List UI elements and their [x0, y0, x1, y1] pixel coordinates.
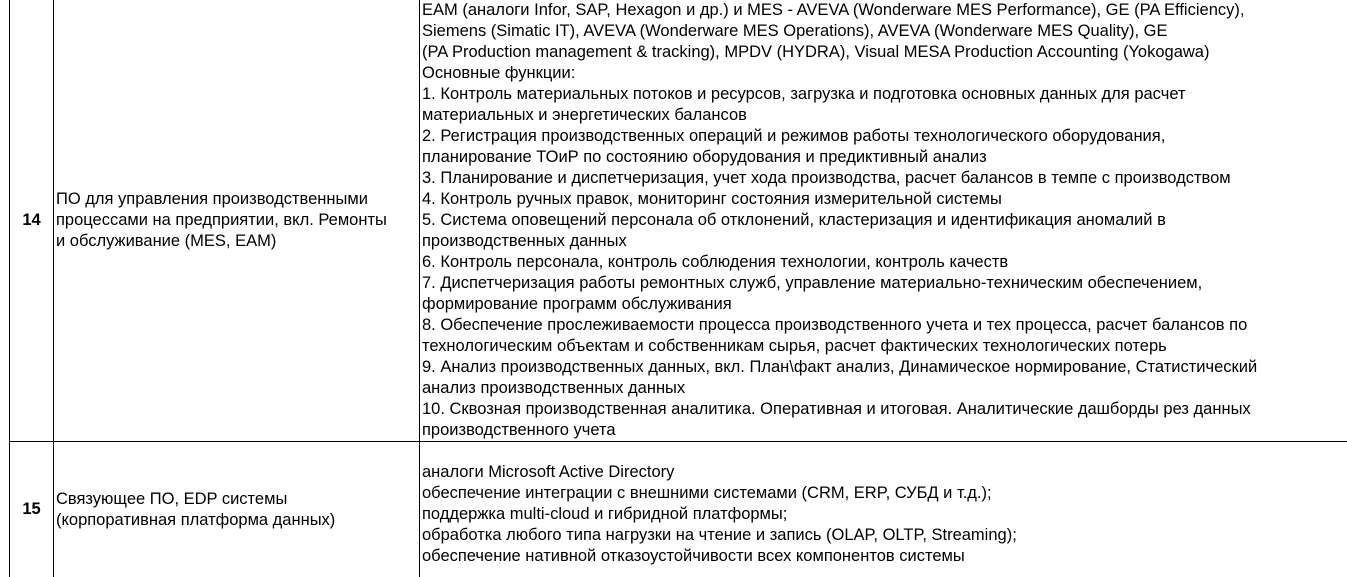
- software-description: [420, 0, 1347, 442]
- description-line: Siemens (Simatic IT), AVEVA (Wonderware MES Operations), AVEVA (Wonderware MES Quality), GE: [422, 21, 1345, 42]
- description-line: 2. Регистрация производственных операций и режимов работы технологического оборудования,: [422, 126, 1345, 147]
- software-category-name: [54, 0, 420, 442]
- table-row: [10, 442, 1347, 577]
- description-line: технологическим объектам и собственникам сырья, расчет фактических технологических потерь: [422, 336, 1345, 357]
- description-line: производственного учета: [422, 420, 1345, 441]
- name-line: процессами на предприятии, вкл. Ремонты: [56, 210, 417, 231]
- description-line: 5. Система оповещений персонала об отклонений, кластеризация и идентификация аномалий в: [422, 210, 1345, 231]
- description-line: 6. Контроль персонала, контроль соблюдения технологии, контроль качеств: [422, 252, 1345, 273]
- description-line: обработка любого типа нагрузки на чтение и запись (OLAP, OLTP, Streaming);: [422, 525, 1345, 546]
- description-line: 3. Планирование и диспетчеризация, учет хода производства, расчет балансов в темпе с производством: [422, 168, 1345, 189]
- description-line: материальных и энергетических балансов: [422, 105, 1345, 126]
- description-line: 4. Контроль ручных правок, мониторинг состояния измерительной системы: [422, 189, 1345, 210]
- name-line: (корпоративная платформа данных): [56, 510, 417, 531]
- description-line: производственных данных: [422, 231, 1345, 252]
- software-category-name: [54, 442, 420, 577]
- name-line: ПО для управления производственными: [56, 189, 417, 210]
- software-description: [420, 442, 1347, 577]
- description-line: планирование ТОиР по состоянию оборудования и предиктивный анализ: [422, 147, 1345, 168]
- description-line: обеспечение интеграции с внешними системами (CRM, ERP, СУБД и т.д.);: [422, 483, 1345, 504]
- description-line: EAM (аналоги Infor, SAP, Hexagon и др.) и MES - AVEVA (Wonderware MES Performance), GE (PA Efficiency),: [422, 0, 1345, 21]
- description-line: 10. Сквозная производственная аналитика. Оперативная и итоговая. Аналитические дашборды рез данных: [422, 399, 1345, 420]
- software-requirements-table: [9, 0, 1347, 577]
- description-line: (PA Production management & tracking), MPDV (HYDRA), Visual MESA Production Accounting (Yokogawa): [422, 42, 1345, 63]
- name-line: Связующее ПО, EDP системы: [56, 489, 417, 510]
- description-line: 8. Обеспечение прослеживаемости процесса производственного учета и тех процесса, расчет балансов по: [422, 315, 1345, 336]
- table-row: [10, 0, 1347, 442]
- description-line: аналоги Microsoft Active Directory: [422, 462, 1345, 483]
- description-line: 1. Контроль материальных потоков и ресурсов, загрузка и подготовка основных данных для расчет: [422, 84, 1345, 105]
- description-line: 7. Диспетчеризация работы ремонтных служб, управление материально-техническим обеспечением,: [422, 273, 1345, 294]
- row-number: 14: [10, 0, 54, 442]
- description-line: формирование программ обслуживания: [422, 294, 1345, 315]
- row-number: 15: [10, 442, 54, 577]
- name-line: и обслуживание (MES, EAM): [56, 231, 417, 252]
- description-line: анализ производственных данных: [422, 378, 1345, 399]
- description-line: 9. Анализ производственных данных, вкл. План\факт анализ, Динамическое нормирование, Статистический: [422, 357, 1345, 378]
- description-line: поддержка multi-cloud и гибридной платформы;: [422, 504, 1345, 525]
- description-line: обеспечение нативной отказоустойчивости всех компонентов системы: [422, 546, 1345, 567]
- description-line: Основные функции:: [422, 63, 1345, 84]
